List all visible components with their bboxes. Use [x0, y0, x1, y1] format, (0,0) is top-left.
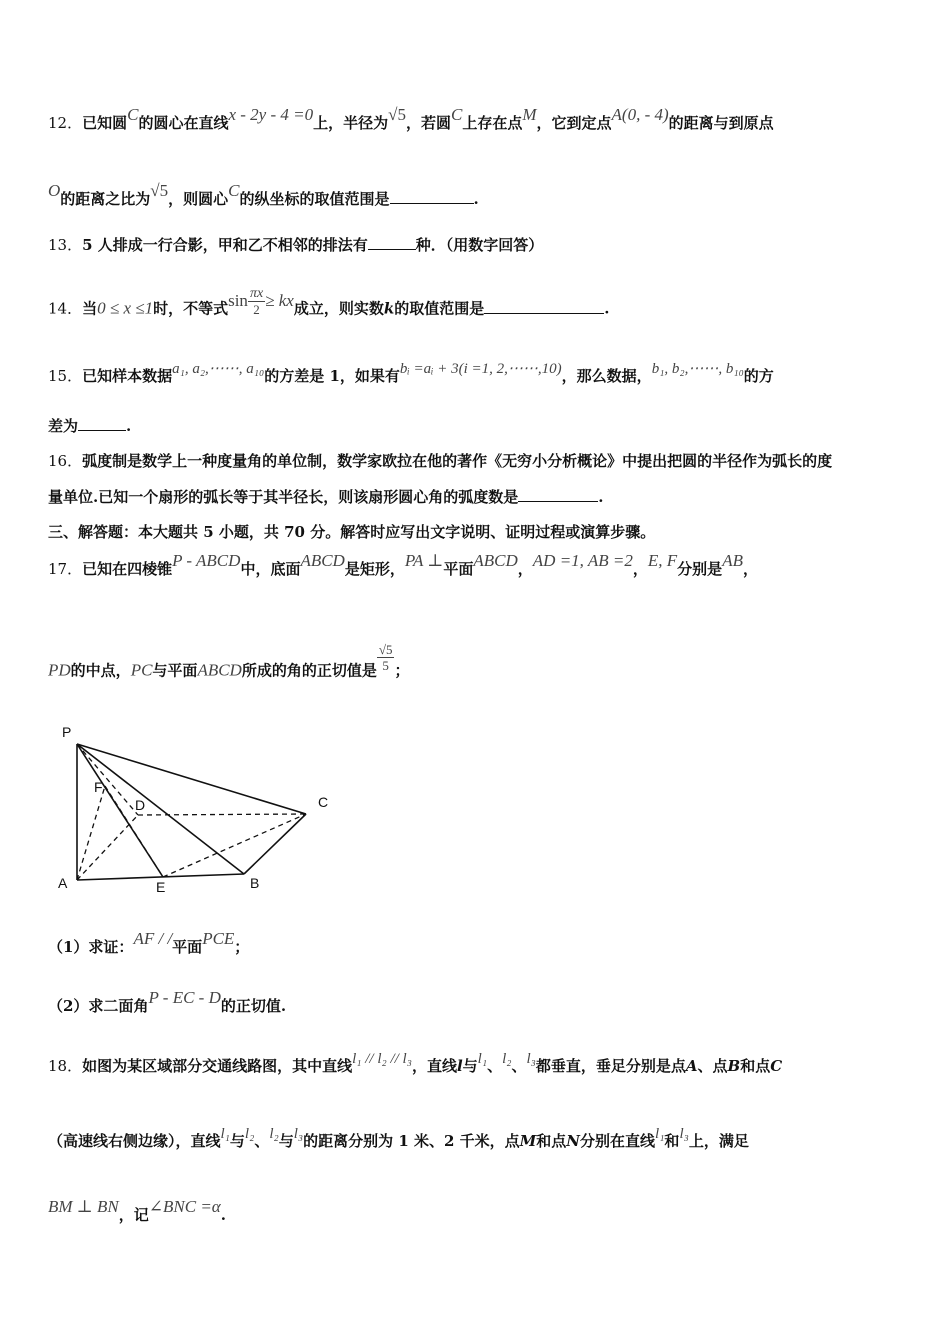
label-D: D [135, 797, 146, 813]
pyramid-figure [50, 720, 340, 895]
q12-line2: O的距离之比为√5，则圆心C的纵坐标的取值范围是 . [48, 181, 479, 208]
edge-BC [244, 814, 306, 874]
edge-PC [77, 744, 306, 814]
q13: 13．5 人排成一行合影，甲和乙不相邻的排法有 种．（用数字回答） [48, 236, 544, 254]
question-number: 12． [48, 114, 83, 132]
fraction: $\frac{√5}{5}$ [378, 642, 393, 673]
answer-blank [518, 501, 598, 502]
q17-part1: （1）求证：AF / /平面PCE； [48, 929, 250, 956]
label-B: B [250, 875, 260, 891]
q12-line1: 12．已知圆C的圆心在直线x - 2y - 4 =0上，半径为√5，若圆C上存在点M，它到定点A(0, - 4)的距离与到原点 [48, 105, 774, 132]
q18-line3: BM ⊥ BN，记∠BNC =α. [48, 1197, 226, 1224]
q18-line2: （高速线右侧边缘），直线l₁与l₂、l₂与l₃的距离分别为 1 米、2 千米，点M和点N分别在直线l₁和l₃上，满足 [48, 1126, 749, 1150]
q17-line1: 17．已知在四棱锥P - ABCD中，底面ABCD是矩形，PA ⊥平面ABCD，AD =1, AB =2，E, F分别是AB， [48, 551, 758, 578]
label-A: A [58, 875, 68, 891]
q17-line2: PD的中点，PC与平面ABCD所成的角的正切值是 $\frac{√5}{5}$ ； [48, 642, 410, 680]
answer-blank [78, 430, 126, 431]
q17-part2: （2）求二面角P - EC - D的正切值. [48, 988, 287, 1015]
q15-line2: 差为 . [48, 417, 132, 435]
q14: 14．当0 ≤ x ≤1时，不等式sin $\frac{\pi x}{2}$ ≥ kx成立，则实数k的取值范围是 . [48, 286, 610, 318]
edge-PB [77, 744, 244, 874]
section-heading: 三、解答题：本大题共 5 小题，共 70 分。解答时应写出文字说明、证明过程或演算步骤。 [48, 523, 656, 541]
answer-blank [484, 313, 604, 314]
q16-line2: 量单位.已知一个扇形的弧长等于其半径长，则该扇形圆心角的弧度数是 . [48, 488, 604, 506]
label-E: E [156, 879, 166, 895]
answer-blank [368, 249, 416, 250]
fraction: $\frac{\pi x}{2}$ [249, 286, 264, 317]
edge-PD [77, 744, 138, 815]
edge-AD [77, 815, 138, 880]
q15-line1: 15．已知样本数据a₁, a₂,⋯⋯, a₁₀的方差是 1，如果有bᵢ =aᵢ + 3(i =1, 2,⋯⋯,10)，那么数据，b₁, b₂,⋯⋯, b₁₀的方 [48, 361, 774, 385]
answer-blank [390, 203, 474, 204]
edge-DC [138, 814, 306, 815]
label-F: F [94, 779, 103, 795]
label-C: C [318, 794, 329, 810]
q16-line1: 16．弧度制是数学上一种度量角的单位制，数学家欧拉在他的著作《无穷小分析概论》中提出把圆的半径作为弧长的度 [48, 452, 833, 470]
label-P: P [62, 724, 72, 740]
q18-line1: 18．如图为某区域部分交通线路图，其中直线l₁ // l₂ // l₃，直线l与l₁、l₂、l₃都垂直，垂足分别是点A、点B和点C [48, 1051, 783, 1075]
